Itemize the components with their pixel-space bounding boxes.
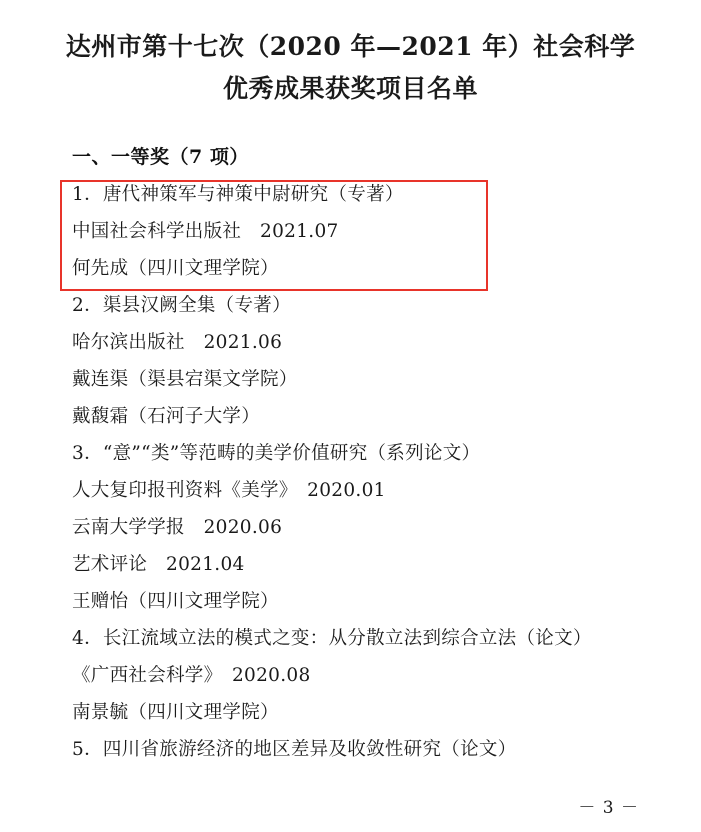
list-item: 戴馥霜（石河子大学） <box>72 406 261 427</box>
list-item: 中国社会科学出版社 2021.07 <box>72 221 339 242</box>
list-item: 《广西社会科学》 2020.08 <box>72 665 311 686</box>
document-title <box>0 0 701 110</box>
list-item: 戴连渠（渠县宕渠文学院） <box>72 369 298 390</box>
document-body <box>0 138 701 768</box>
list-item: 何先成（四川文理学院） <box>72 258 279 279</box>
list-item: 哈尔滨出版社 2021.06 <box>72 332 283 353</box>
list-item: 5．四川省旅游经济的地区差异及收敛性研究（论文） <box>72 739 517 760</box>
list-item: 艺术评论 2021.04 <box>72 554 245 575</box>
list-item: 南景毓（四川文理学院） <box>72 702 279 723</box>
list-item: 1．唐代神策军与神策中尉研究（专著） <box>72 184 404 205</box>
list-item: 3．“意”“类”等范畴的美学价值研究（系列论文） <box>72 443 481 464</box>
list-item: 王赠怡（四川文理学院） <box>72 591 279 612</box>
title-line-2: 优秀成果获奖项目名单 <box>222 74 478 103</box>
list-item: 云南大学学报 2020.06 <box>72 517 283 538</box>
list-item: 2．渠县汉阙全集（专著） <box>72 295 291 316</box>
list-item: 4．长江流域立法的模式之变：从分散立法到综合立法（论文） <box>72 628 592 649</box>
section-heading-first-prize: 一、一等奖（7 项） <box>72 146 249 168</box>
page-number: － 3 － <box>578 798 639 818</box>
title-line-1: 达州市第十七次（2020 年—2021 年）社会科学 <box>65 32 636 61</box>
entry-list <box>72 176 629 768</box>
list-item: 人大复印报刊资料《美学》 2020.01 <box>72 480 386 501</box>
